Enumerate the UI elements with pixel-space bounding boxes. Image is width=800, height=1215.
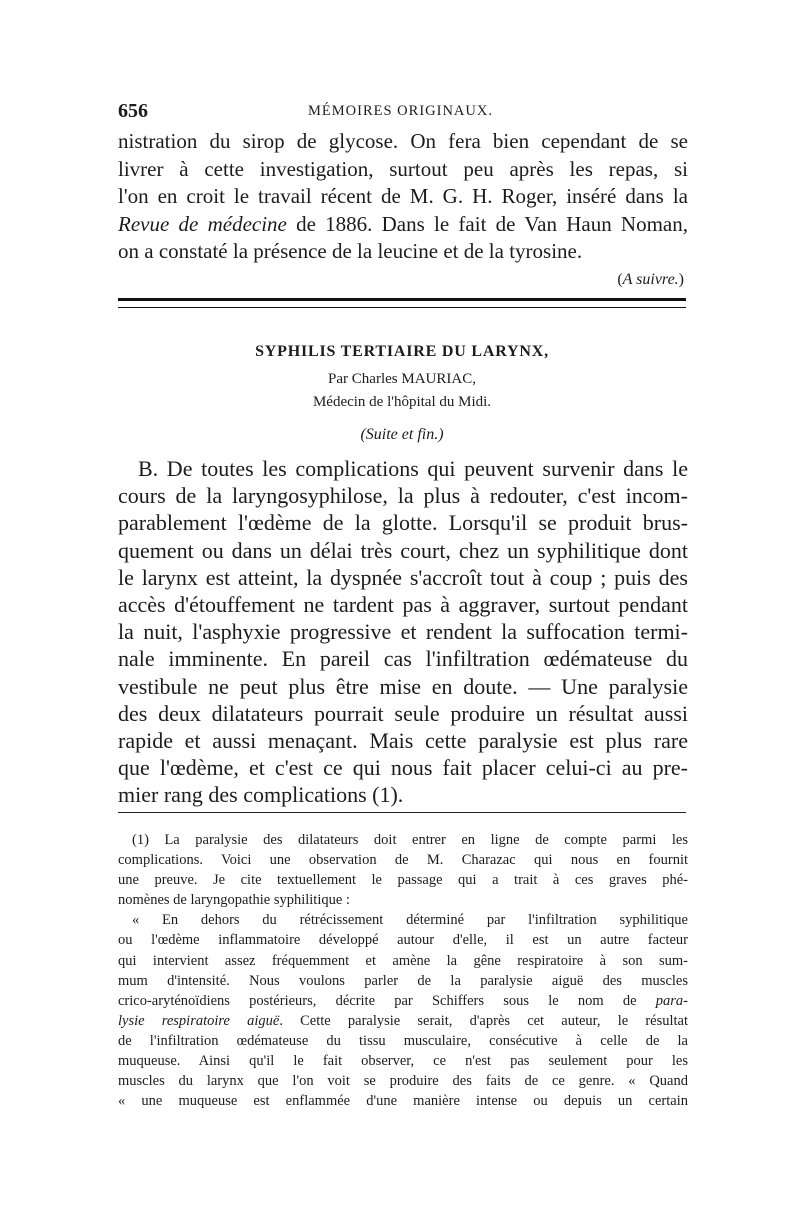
footnote-line: qui intervient assez fréquemment et amène la gêne respiratoire à son sum- [118,952,688,969]
footnote-line: mum d'intensité. Nous voulons parler de la paralysie aiguë des muscles [118,972,688,989]
footnote-line: crico-aryténoïdiens postérieurs, décrite par Schiffers sous le nom de para- [118,992,688,1009]
running-header [118,100,683,124]
article-author: Par Charles MAURIAC, [328,371,476,387]
text-line: vestibule ne peut plus être mise en doute. — Une paralysie [118,673,688,699]
text-line: on a constaté la présence de la leucine et de la tyrosine. [118,239,583,263]
author-affiliation: Médecin de l'hôpital du Midi. [312,394,492,410]
text-line: rapide et aussi menaçant. Mais cette paralysie est plus rare [118,728,688,754]
text-line: B. De toutes les complications qui peuvent survenir dans le [138,456,688,481]
section-divider [118,307,686,308]
text-line: quement ou dans un délai très court, chez un syphilitique dont [118,537,688,563]
text-line: livrer à cette investigation, surtout peu après les repas, si [118,156,688,181]
text-line: nale imminente. En pareil cas l'infiltration œdémateuse du [118,646,688,672]
footnote-divider [118,812,686,813]
text-line: parablement l'œdème de la glotte. Lorsqu'il se produit brus- [118,510,688,536]
footnote-line: ou l'œdème inflammatoire développé autour d'elle, il est un autre facteur [118,932,688,949]
text-line: que l'œdème, et c'est ce qui nous fait placer celui-ci au pre- [118,755,688,781]
previous-article-ending [118,128,688,293]
text-line: cours de la laryngosyphilose, la plus à redouter, c'est incom- [118,483,688,509]
footnote-line: complications. Voici une observation de M. Charazac qui nous en fournit [118,852,688,869]
footnote-line: lysie respiratoire aiguë. Cette paralysie serait, d'après cet auteur, le résultat [118,1012,688,1029]
text-line: des deux dilatateurs pourrait seule produire un résultat aussi [118,700,688,726]
text-line: Revue de médecine de 1886. Dans le fait de Van Haun Noman, [118,211,688,236]
journal-name: Revue de médecine [118,211,287,236]
page-number: 656 [118,100,148,122]
text-line: accès d'étouffement ne tardent pas à aggraver, surtout pendant [118,592,688,618]
running-title: MÉMOIRES ORIGINAUX. [308,103,493,119]
text-line: le larynx est atteint, la dyspnée s'accroît tout à coup ; puis des [118,564,688,590]
text-line: l'on en croit le travail récent de M. G. H. Roger, inséré dans la [118,184,688,208]
footnote-line: muscles du larynx que l'on voit se produire des faits de ce genre. « Quand [118,1073,688,1090]
footnote [118,830,688,1111]
text-line: mier rang des complications (1). [118,782,404,808]
footnote-line: nomènes de laryngopathie syphilitique : [118,892,350,909]
article-body [118,455,688,809]
footnote-line: (1) La paralysie des dilatateurs doit entrer en ligne de compte parmi les [132,832,688,848]
section-divider [118,298,686,301]
footnote-line: une preuve. Je cite textuellement le passage qui a trait à ces graves phé- [118,872,688,889]
text-line: la nuit, l'asphyxie progressive et rendent la suffocation termi- [118,619,688,645]
text-line: nistration du sirop de glycose. On fera bien cependant de se [118,129,688,153]
footnote-line: de l'infiltration œdémateuse du tissu musculaire, consécutive à celle de la [118,1032,688,1049]
footnote-line: « une muqueuse est enflammée d'une manière intense ou depuis un certain [118,1093,688,1110]
to-be-continued: (A suivre.) [617,270,684,288]
article-title: SYPHILIS TERTIAIRE DU LARYNX, [255,343,549,360]
footnote-line: muqueuse. Ainsi qu'il le fait observer, ce n'est pas seulement pour les [118,1053,688,1070]
footnote-line: « En dehors du rétrécissement déterminé par l'infiltration syphilitique [132,912,688,929]
continuation-note: (Suite et fin.) [360,426,444,443]
